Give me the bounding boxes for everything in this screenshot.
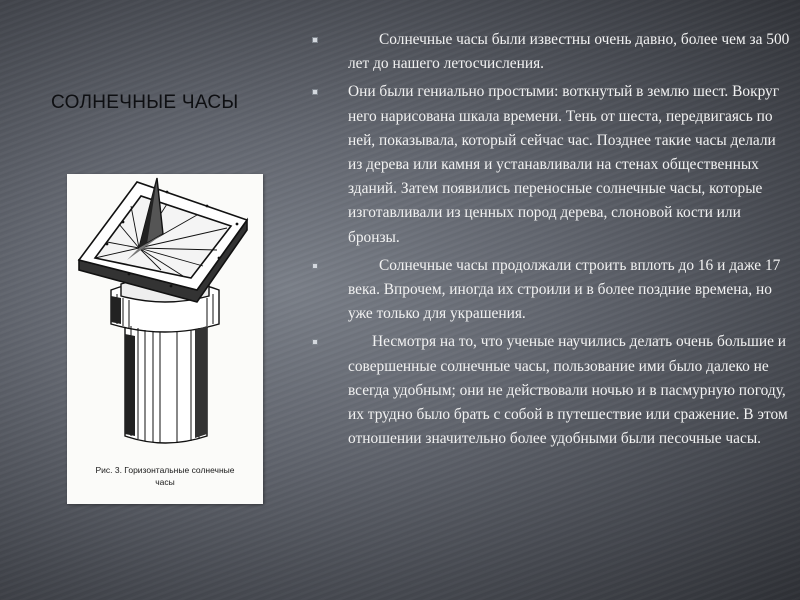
paragraph-text: Несмотря на то, что ученые научились делать очень большие и совершенные солнечные часы, пользование ими было далеко не всегда удобным; они не действовали ночью и в пасмурную погоду, их трудно было брать с собой в путешествие или сражение. В этом отношении значительно более удобными были песочные часы. bbox=[348, 333, 788, 448]
square-bullet-icon bbox=[312, 89, 318, 95]
paragraph-text: Солнечные часы продолжали строить вплоть до 16 и даже 17 века. Впрочем, иногда их строили и в более поздние времена, но уже только для украшения. bbox=[348, 256, 781, 323]
paragraph-4 bbox=[312, 330, 790, 451]
square-bullet-icon bbox=[312, 37, 318, 43]
paragraph-text: Солнечные часы были известны очень давно, более чем за 500 лет до нашего летосчисления. bbox=[348, 31, 790, 73]
figure-caption: Рис. 3. Горизонтальные солнечные часы bbox=[95, 465, 235, 487]
square-bullet-icon bbox=[312, 263, 318, 269]
square-bullet-icon bbox=[312, 339, 318, 345]
paragraph-2 bbox=[312, 80, 790, 249]
sundial-figure bbox=[67, 174, 263, 504]
horizontal-sundial-illustration bbox=[67, 174, 263, 459]
paragraph-3 bbox=[312, 254, 790, 327]
slide-title: СОЛНЕЧНЫЕ ЧАСЫ bbox=[51, 92, 239, 113]
content-list bbox=[312, 28, 790, 455]
paragraph-1 bbox=[312, 28, 790, 76]
paragraph-text: Они были гениально простыми: воткнутый в землю шест. Вокруг него нарисована шкала времени. Тень от шеста, передвигаясь по ней, показывала, который сейчас час. Позднее такие часы делали из дерева или камня и устанавливали на стенах общественных зданий. Затем появились переносные солнечные часы, которые изготавливали из ценных пород дерева, слоновой кости или бронзы. bbox=[348, 83, 780, 246]
